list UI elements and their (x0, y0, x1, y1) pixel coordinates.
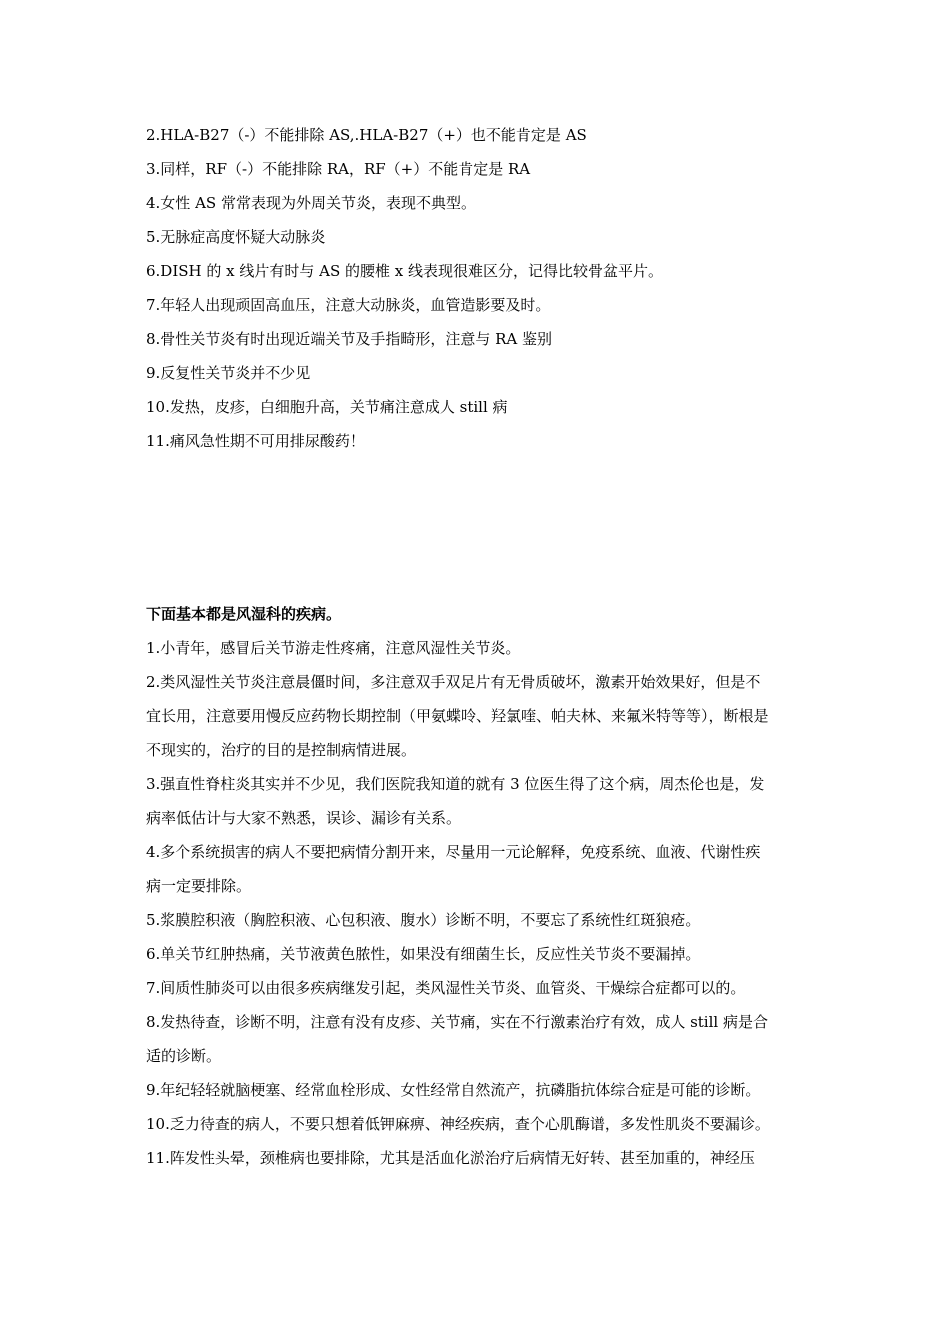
note-line: 病率低估计与大家不熟悉，误诊、漏诊有关系。 (146, 809, 462, 827)
note-line: 宜长用，注意要用慢反应药物长期控制（甲氨蝶呤、羟氯喹、帕夫林、来氟米特等等），断根是 (146, 707, 769, 725)
note-line: 7.间质性肺炎可以由很多疾病继发引起，类风湿性关节炎、血管炎、干燥综合症都可以的。 (146, 979, 746, 997)
note-line: 2.HLA-B27（-）不能排除 AS,.HLA-B27（+）也不能肯定是 AS (146, 126, 587, 144)
note-line: 9.年纪轻轻就脑梗塞、经常血栓形成、女性经常自然流产，抗磷脂抗体综合症是可能的诊断。 (146, 1081, 761, 1099)
note-line: 1.小青年，感冒后关节游走性疼痛，注意风湿性关节炎。 (146, 639, 521, 657)
note-line: 11.阵发性头晕，颈椎病也要排除，尤其是活血化淤治疗后病情无好转、甚至加重的，神经压 (146, 1149, 755, 1167)
note-line: 3.同样，RF（-）不能排除 RA，RF（+）不能肯定是 RA (146, 160, 531, 178)
note-line: 3.强直性脊柱炎其实并不少见，我们医院我知道的就有 3 位医生得了这个病，周杰伦也是，发 (146, 775, 765, 793)
note-line: 9.反复性关节炎并不少见 (146, 364, 311, 382)
note-line: 8.骨性关节炎有时出现近端关节及手指畸形，注意与 RA 鉴别 (146, 330, 552, 348)
notes-list-1 (146, 118, 810, 458)
note-line: 10.发热，皮疹，白细胞升高，关节痛注意成人 still 病 (146, 398, 508, 416)
note-line: 不现实的，治疗的目的是控制病情进展。 (146, 741, 417, 759)
note-line: 2.类风湿性关节炎注意晨僵时间，多注意双手双足片有无骨质破坏，激素开始效果好，但是不 (146, 673, 761, 691)
section-heading: 下面基本都是风湿科的疾病。 (146, 605, 342, 623)
note-line: 11.痛风急性期不可用排尿酸药！ (146, 432, 365, 450)
note-line: 7.年轻人出现顽固高血压，注意大动脉炎，血管造影要及时。 (146, 296, 551, 314)
note-line: 4.多个系统损害的病人不要把病情分割开来，尽量用一元论解释，免疫系统、血液、代谢性疾 (146, 843, 761, 861)
note-line: 4.女性 AS 常常表现为外周关节炎，表现不典型。 (146, 194, 476, 212)
notes-list-2 (146, 597, 810, 1175)
note-line: 10.乏力待查的病人，不要只想着低钾麻痹、神经疾病，查个心肌酶谱，多发性肌炎不要漏诊。 (146, 1115, 770, 1133)
note-line: 6.DISH 的 x 线片有时与 AS 的腰椎 x 线表现很难区分，记得比较骨盆平片。 (146, 262, 664, 280)
note-line: 6.单关节红肿热痛，关节液黄色脓性，如果没有细菌生长，反应性关节炎不要漏掉。 (146, 945, 701, 963)
note-line: 5.无脉症高度怀疑大动脉炎 (146, 228, 326, 246)
note-line: 5.浆膜腔积液（胸腔积液、心包积液、腹水）诊断不明，不要忘了系统性红斑狼疮。 (146, 911, 701, 929)
note-line: 适的诊断。 (146, 1047, 222, 1065)
note-line: 病一定要排除。 (146, 877, 252, 895)
note-line: 8.发热待查，诊断不明，注意有没有皮疹、关节痛，实在不行激素治疗有效，成人 still 病是合 (146, 1013, 768, 1031)
